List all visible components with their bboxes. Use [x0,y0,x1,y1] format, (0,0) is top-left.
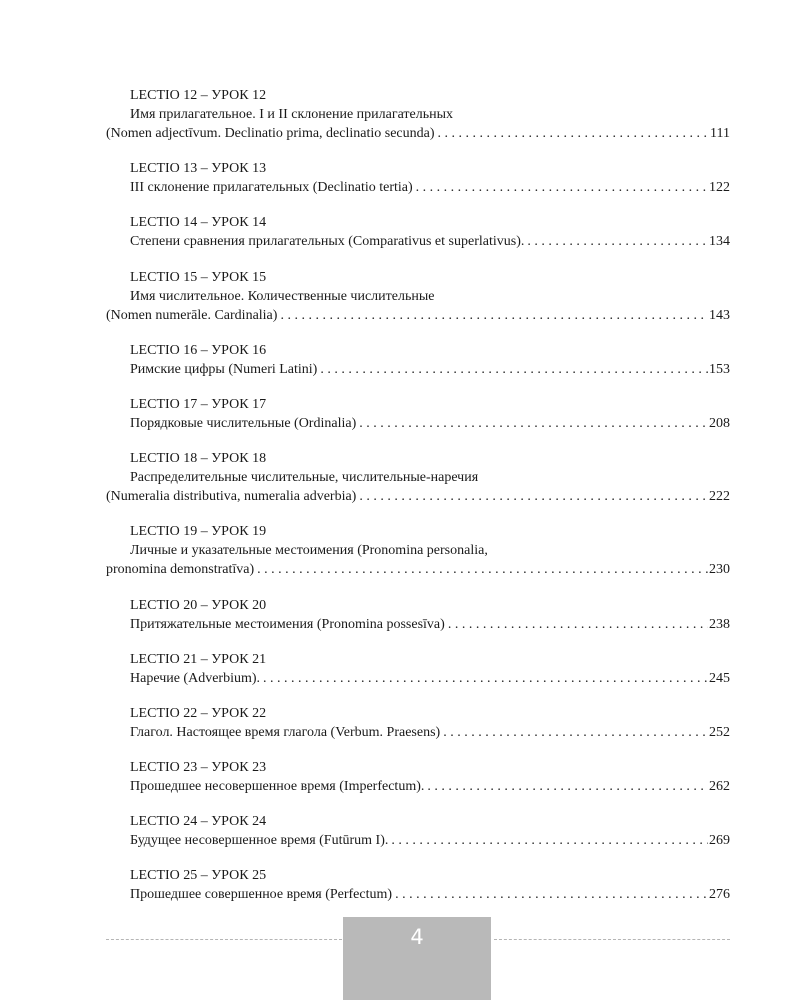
page-ref[interactable]: 153 [709,361,730,377]
lesson-title-row [106,414,730,433]
page-ref[interactable]: 111 [710,126,730,141]
page-ref[interactable]: 222 [709,489,730,505]
toc-entry[interactable] [106,86,730,143]
lesson-heading: LECTIO 15 – УРОК 15 [130,269,267,285]
dot-leader [435,124,710,143]
lesson-heading: LECTIO 17 – УРОК 17 [130,396,267,412]
lesson-heading: LECTIO 18 – УРОК 18 [130,451,267,467]
toc-entry[interactable] [106,866,730,904]
lesson-title-row [106,487,730,506]
footer-rule-left [106,939,342,940]
page-number: 4 [410,925,424,949]
dot-leader [254,560,708,579]
lesson-title-row [106,615,730,634]
lesson-title: III склонение прилагательных (Declinatio tertia) [130,180,413,196]
dot-leader [388,831,708,850]
page-ref[interactable]: 208 [709,415,730,431]
lesson-title: Имя числительное. Количественные числительные [130,288,435,304]
lesson-heading: LECTIO 22 – УРОК 22 [130,705,267,721]
lesson-heading: LECTIO 25 – УРОК 25 [130,868,267,884]
lesson-title: Порядковые числительные (Ordinalia) [130,415,357,431]
lesson-title: Личные и указательные местоимения (Pronomina personalia, [130,543,488,559]
lesson-title: Наречие (Adverbium). [130,670,261,686]
dot-leader [424,777,708,796]
toc-entry[interactable] [106,213,730,251]
lesson-title-continued: (Nomen adjectīvum. Declinatio prima, declinatio secunda) [106,126,435,141]
dot-leader [356,487,708,506]
lesson-title: Римские цифры (Numeri Latini) [130,361,318,377]
page-ref[interactable]: 238 [709,616,730,632]
lesson-title-row [106,723,730,742]
footer-rule-right [494,939,730,940]
lesson-title-continued: pronomina demonstratīva) [106,562,255,578]
dot-leader [445,615,708,634]
lesson-heading: LECTIO 16 – УРОК 16 [130,342,267,358]
toc-entry[interactable] [106,596,730,634]
lesson-title: Распределительные числительные, числительные-наречия [130,470,479,486]
lesson-heading: LECTIO 12 – УРОК 12 [130,88,267,103]
dot-leader [524,232,708,251]
toc-entry[interactable] [106,812,730,850]
lesson-title-continued: (Nomen numerāle. Cardinalia) [106,307,278,323]
page-ref[interactable]: 276 [709,887,730,903]
lesson-title: Будущее несовершенное время (Futūrum I). [130,833,389,849]
page-ref[interactable]: 143 [709,307,730,323]
page-ref[interactable]: 245 [709,670,730,686]
lesson-title: Прошедшее совершенное время (Perfectum) [130,887,393,903]
toc-entry[interactable] [106,704,730,742]
toc-entry[interactable] [106,341,730,379]
page-ref[interactable]: 230 [709,562,730,578]
lesson-title-row [106,178,730,197]
lesson-title-row [106,306,730,325]
page-number-tab [343,917,491,1000]
dot-leader [277,306,708,325]
lesson-heading: LECTIO 13 – УРОК 13 [130,161,267,177]
lesson-title: Притяжательные местоимения (Pronomina possesīva) [130,616,445,632]
lesson-title: Степени сравнения прилагательных (Comparativus et superlativus). [130,234,525,250]
page-ref[interactable]: 134 [709,234,730,250]
dot-leader [392,885,708,904]
lesson-heading: LECTIO 19 – УРОК 19 [130,524,267,540]
table-of-contents [106,86,730,904]
lesson-heading: LECTIO 20 – УРОК 20 [130,597,267,613]
lesson-title: Имя прилагательное. I и II склонение прилагательных [130,107,454,122]
lesson-heading: LECTIO 14 – УРОК 14 [130,215,267,231]
lesson-title-row [106,232,730,251]
lesson-title-continued: (Numeralia distributiva, numeralia adverbia) [106,489,357,505]
dot-leader [440,723,708,742]
dot-leader [413,178,708,197]
lesson-title-row [106,669,730,688]
dot-leader [260,669,708,688]
lesson-title-row [106,560,730,579]
toc-entry[interactable] [106,449,730,506]
lesson-title-row [106,124,730,143]
lesson-heading: LECTIO 23 – УРОК 23 [130,760,267,776]
lesson-title-row [106,360,730,379]
dot-leader [356,414,708,433]
lesson-heading: LECTIO 21 – УРОК 21 [130,651,267,667]
toc-entry[interactable] [106,650,730,688]
lesson-title-row [106,777,730,796]
lesson-title: Глагол. Настоящее время глагола (Verbum. Praesens) [130,724,441,740]
lesson-title-row [106,885,730,904]
toc-entry[interactable] [106,758,730,796]
lesson-title-row [106,831,730,850]
toc-entry[interactable] [106,522,730,579]
page-ref[interactable]: 252 [709,724,730,740]
lesson-title: Прошедшее несовершенное время (Imperfectum). [130,779,425,795]
page-ref[interactable]: 122 [709,180,730,196]
page-ref[interactable]: 262 [709,779,730,795]
dot-leader [317,360,708,379]
page-ref[interactable]: 269 [709,833,730,849]
toc-entry[interactable] [106,268,730,325]
toc-entry[interactable] [106,159,730,197]
lesson-heading: LECTIO 24 – УРОК 24 [130,814,267,830]
toc-entry[interactable] [106,395,730,433]
